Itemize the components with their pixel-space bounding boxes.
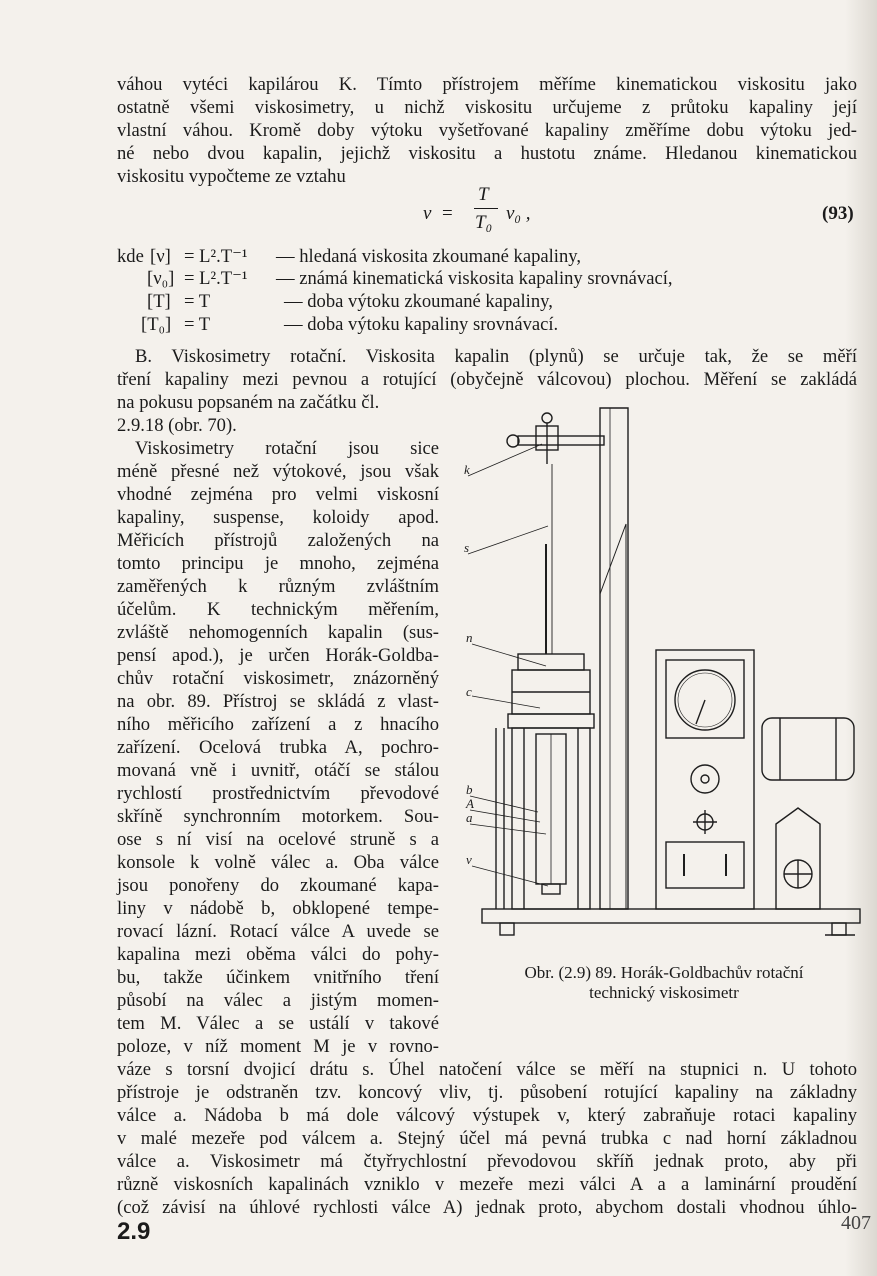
text-line: ostatně všemi viskosimetry, u nichž viskositu určujeme z průtoku kapaliny její [117,97,857,118]
figure-label-b: b [466,782,473,797]
text-line: né nebo dvou kapalin, jejichž viskositu a hustotu známe. Hledanou kinematickou [117,143,857,164]
text-line: chův rotační viskosimetr, znázorněný [117,668,439,689]
figure-label-s: s [464,540,470,555]
text-line: liny v nádobě b, obklopené tempe- [117,898,439,919]
variable-description: — známá kinematická viskosita kapaliny srovnávací, [276,268,673,289]
text-line: Měřicích přístrojů založených na [117,530,439,551]
text-line: na obr. 89. Přístroj se skládá z vlast- [117,691,439,712]
text-line: viskositu vypočteme ze vztahu [117,166,346,187]
variable-dimension: = T [184,314,211,335]
text-line: válce a. Nádoba b má dole válcový výstupek v, který zabraňuje rotaci kapaliny [117,1105,857,1126]
text-line: vhodné zejména pro velmi viskosní [117,484,439,505]
variable-lead: kde [117,246,144,267]
text-line: (což závisí na úhlové rychlosti válce A) jednak proto, abychom dostali vhodnou úhlo- [117,1197,857,1218]
fraction-bar [474,208,498,209]
text-line: 2.9.18 (obr. 70). [117,415,237,436]
text-line: zařízení. Ocelová trubka A, pochro- [117,737,439,758]
text-line: movaná vně i uvnitř, otáčí se stálou [117,760,439,781]
figure-caption [466,963,862,1003]
formula-denominator: T₀ [475,212,493,233]
text-line: tomto principu je mnoho, zejména [117,553,439,574]
text-line: zvláště nehomogenních kapalin (sus- [117,622,439,643]
text-line: v malé mezeře pod válcem a. Stejný účel má pevná trubka c nad horní základnou [117,1128,857,1149]
caption-line: technický viskosimetr [589,983,739,1002]
text-line: rovací lázní. Rotací válce A uvede se [117,921,439,942]
text-line: kapaliny, suspense, koloidy apod. [117,507,439,528]
figure-label-n: n [466,630,473,645]
text-line: váhou vytéci kapilárou K. Tímto přístrojem měříme kinematickou viskositu jako [117,74,857,95]
figure-label-c: c [466,684,472,699]
formula-numerator: T [478,184,489,205]
variable-symbol: [T] [147,291,171,312]
text-line: Viskosimetry rotační jsou sice [135,438,439,459]
formula-equals: = [442,203,453,224]
figure-label-v: v [466,852,472,867]
formula-factor: ν₀ , [506,203,531,224]
variable-symbol: [ν₀] [147,268,175,289]
figure-label-k: k [464,462,470,477]
text-line: válce a. Viskosimetr má čtyřrychlostní převodovou skříň jednak proto, aby při [117,1151,857,1172]
text-line: vlastní váhou. Kromě doby výtoku vyšetřované kapaliny změříme dobu výtoku jed- [117,120,857,141]
text-line: konsole k volně válec a. Oba válce [117,852,439,873]
text-line: bu, takže účinkem vnitřního tření [117,967,439,988]
equation-93 [420,180,720,234]
formula-lhs: ν [423,203,432,224]
text-line: přístroje je odstraněn tzv. koncový vliv, tj. působení rotující kapaliny na základny [117,1082,857,1103]
text-line: na pokusu popsaném na začátku čl. [117,392,380,413]
text-line: účelům. K technickým měřením, [117,599,439,620]
section-number: 2.9 [117,1218,151,1245]
variable-description: — doba výtoku kapaliny srovnávací. [284,314,559,335]
variable-dimension: = L².T⁻¹ [184,246,248,267]
figure-label-a: a [466,810,473,825]
variable-dimension: = L².T⁻¹ [184,268,248,289]
text-line: méně přesné než výtokové, jsou však [117,461,439,482]
text-line: kapalina mezi oběma válci do pohy- [117,944,439,965]
text-line: zaměřených k různým zvláštním [117,576,439,597]
viscometer-figure [460,404,870,964]
caption-line: Obr. (2.9) 89. Horák-Goldbachův rotační [524,963,804,982]
variable-description: — doba výtoku zkoumané kapaliny, [284,291,553,312]
text-line: jsou ponořeny do zkoumané kapa- [117,875,439,896]
equation-number: (93) [822,203,854,224]
text-line: skříně synchronním motorkem. Sou- [117,806,439,827]
page-number: 407 [841,1212,871,1234]
text-line: působí na válec a jistým momen- [117,990,439,1011]
section-heading-line: B. Viskosimetry rotační. Viskosita kapalin (plynů) se určuje tak, že se měří [135,346,857,367]
text-line: tem M. Válec a se ustálí v takové [117,1013,439,1034]
text-line: pensí apod.), je určen Horák-Goldba- [117,645,439,666]
text-line: rychlostí prostřednictvím převodové [117,783,439,804]
variable-symbol: [T₀] [141,314,172,335]
text-line: různě viskosních kapalinách vzniklo v mezeře mezi válci A a a laminární proudění [117,1174,857,1195]
text-line: ního měřicího zařízení a z hnacího [117,714,439,735]
text-line: ose s ní visí na ocelové struně s a [117,829,439,850]
text-line: poloze, v níž moment M je v rovno- [117,1036,439,1057]
text-line: váze s torsní dvojicí drátu s. Úhel natočení válce se měří na stupnici n. U tohoto [117,1059,857,1080]
variable-symbol: [ν] [150,246,171,267]
text-line: tření kapaliny mezi pevnou a rotující (obyčejně válcovou) plochou. Měření se zakládá [117,369,857,390]
variable-dimension: = T [184,291,211,312]
figure-label-A: A [466,796,474,811]
variable-description: — hledaná viskosita zkoumané kapaliny, [276,246,581,267]
